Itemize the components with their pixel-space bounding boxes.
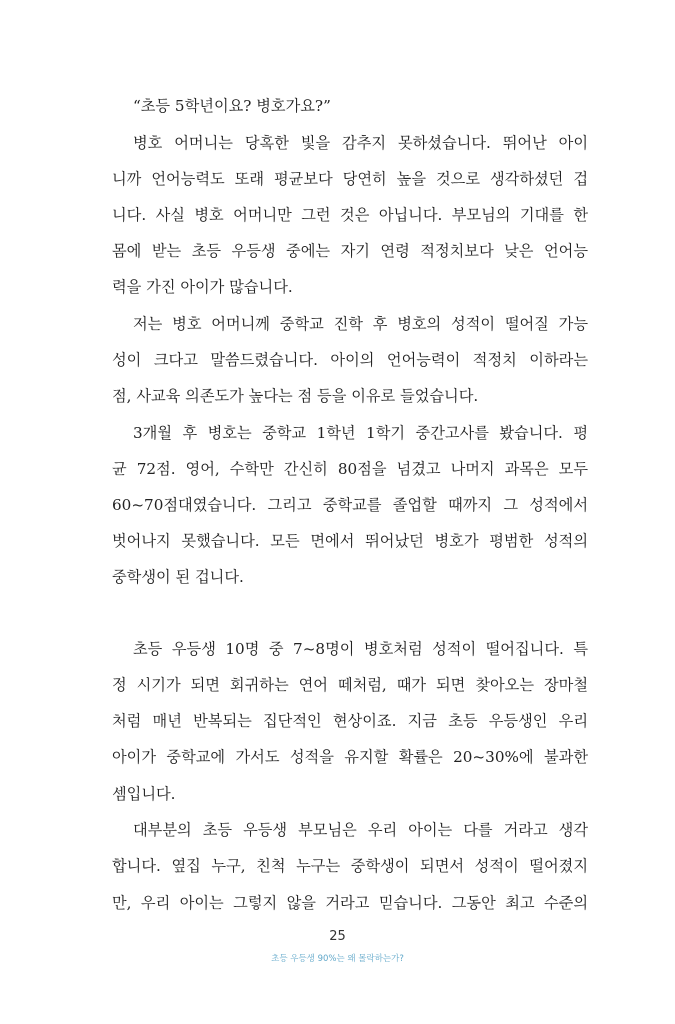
text-line: 3개월 후 병호는 중학교 1학년 1학기 중간고사를 봤습니다. 평 bbox=[133, 424, 588, 442]
text-line: 중학생이 된 겁니다. bbox=[112, 568, 244, 586]
text-line: “초등 5학년이요? 병호가요?” bbox=[133, 97, 331, 115]
text-line: 몸에 받는 초등 우등생 중에는 자기 연령 적정치보다 낮은 언어능 bbox=[112, 242, 588, 260]
text-line: 니다. 사실 병호 어머니만 그런 것은 아닙니다. 부모님의 기대를 한 bbox=[112, 206, 588, 224]
text-line: 병호 어머니는 당혹한 빛을 감추지 못하셨습니다. 뛰어난 아이 bbox=[133, 134, 588, 152]
text-line: 성이 크다고 말씀드렸습니다. 아이의 언어능력이 적정치 이하라는 bbox=[112, 351, 588, 369]
text-line: 저는 병호 어머니께 중학교 진학 후 병호의 성적이 떨어질 가능 bbox=[133, 315, 588, 333]
text-line: 벗어나지 못했습니다. 모든 면에서 뛰어났던 병호가 평범한 성적의 bbox=[112, 532, 588, 550]
text-line: 셈입니다. bbox=[112, 785, 176, 803]
text-line: 합니다. 옆집 누구, 친척 누구는 중학생이 되면서 성적이 떨어졌지 bbox=[112, 857, 588, 875]
text-line: 초등 우등생 10명 중 7~8명이 병호처럼 성적이 떨어집니다. 특 bbox=[133, 640, 588, 658]
text-line: 력을 가진 아이가 많습니다. bbox=[112, 278, 293, 296]
text-line: 처럼 매년 반복되는 집단적인 현상이죠. 지금 초등 우등생인 우리 bbox=[112, 712, 588, 730]
text-line: 60~70점대였습니다. 그리고 중학교를 졸업할 때까지 그 성적에서 bbox=[112, 496, 588, 514]
text-line: 니까 언어능력도 또래 평균보다 당연히 높을 것으로 생각하셨던 겁 bbox=[112, 170, 588, 188]
text-line: 대부분의 초등 우등생 부모님은 우리 아이는 다를 거라고 생각 bbox=[133, 821, 588, 839]
text-line: 점, 사교육 의존도가 높다는 점 등을 이유로 들었습니다. bbox=[112, 387, 479, 405]
running-footer-title: 초등 우등생 90%는 왜 몰락하는가? bbox=[271, 954, 404, 964]
text-line: 정 시기가 되면 회귀하는 연어 떼처럼, 때가 되면 찾아오는 장마철 bbox=[112, 676, 588, 694]
text-line: 균 72점. 영어, 수학만 간신히 80점을 넘겼고 나머지 과목은 모두 bbox=[112, 460, 588, 478]
text-line: 아이가 중학교에 가서도 성적을 유지할 확률은 20~30%에 불과한 bbox=[112, 748, 588, 766]
page-number: 25 bbox=[329, 929, 346, 944]
text-line: 만, 우리 아이는 그렇지 않을 거라고 믿습니다. 그동안 최고 수준의 bbox=[112, 894, 588, 912]
